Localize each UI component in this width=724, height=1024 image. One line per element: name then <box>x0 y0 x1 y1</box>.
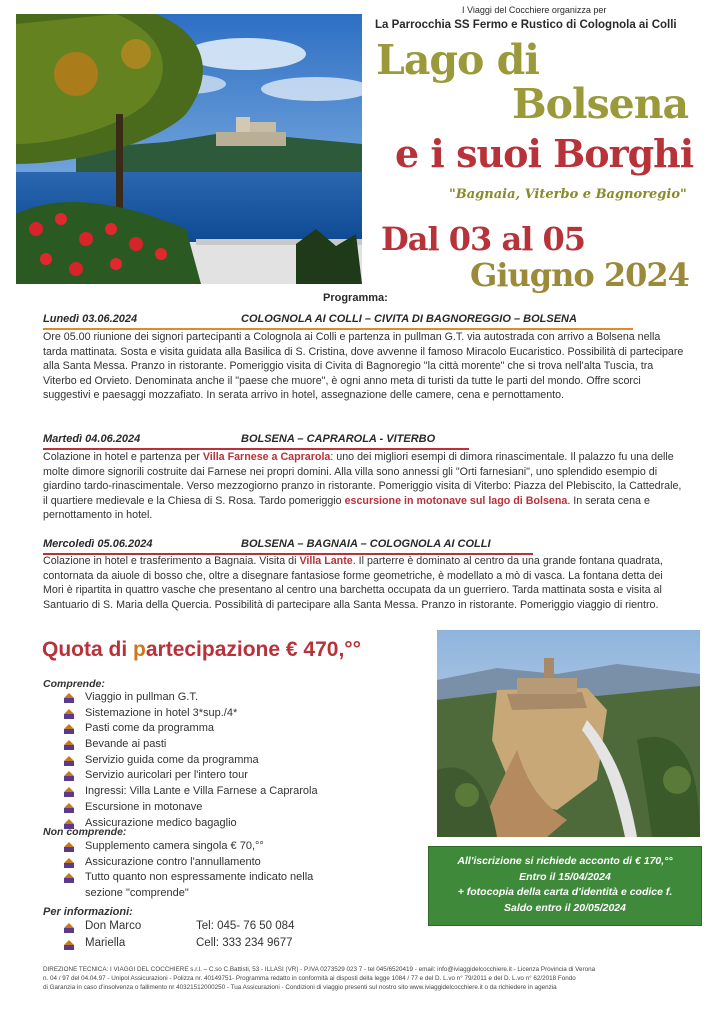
date-range-line-2: Giugno 2024 <box>470 256 689 294</box>
bullet-icon <box>64 693 74 703</box>
day-1-header <box>43 313 623 331</box>
day-3-text <box>43 554 686 612</box>
day-2-text-a: Colazione in hotel e partenza per <box>43 451 203 463</box>
title-line-3: e i suoi Borghi <box>395 131 694 176</box>
list-item: Pasti come da programma <box>62 721 382 737</box>
bullet-icon <box>64 709 74 719</box>
day-3-text-a: Colazione in hotel e trasferimento a Bagnaia. Visita di <box>43 555 300 567</box>
deposit-line-3: + fotocopia della carta d'identità e codice f. <box>457 886 673 898</box>
footer-line-2: n. 04 / 97 del 04.04.97 - Unipol Assicurazioni - Polizza nr. 40149751- Programma redatto in conformità ai disposti della legge 1084 / 77 e del D. L.vo n° 79/2011 e del D. L.vo n° 62/2018 Fondo <box>43 974 576 982</box>
bullet-icon <box>64 842 74 852</box>
bullet-icon <box>64 740 74 750</box>
motonave-highlight: escursione in motonave sul lago di Bolsena <box>344 494 568 507</box>
contact-name-2: Mariella <box>85 937 126 949</box>
list-item: Bevande ai pasti <box>62 737 382 753</box>
day-2-route: BOLSENA – CAPRAROLA - VITERBO <box>241 433 436 445</box>
lake-bolsena-photo <box>16 14 362 284</box>
day-2-date: Martedì 04.06.2024 <box>43 433 141 445</box>
bullet-icon <box>64 923 74 933</box>
bullet-icon <box>64 803 74 813</box>
list-item: Assicurazione medico bagaglio <box>62 816 382 832</box>
list-item: Escursione in motonave <box>62 800 382 816</box>
list-item: Ingressi: Villa Lante e Villa Farnese a Caprarola <box>62 784 382 800</box>
list-item: Assicurazione contro l'annullamento <box>62 855 382 871</box>
deposit-line-2: Entro il 15/04/2024 <box>519 870 611 883</box>
day-1-route: COLOGNOLA AI COLLI – CIVITA DI BAGNOREGGIO – BOLSENA <box>241 313 577 325</box>
civita-bagnoregio-photo <box>437 630 700 837</box>
title-line-2: Bolsena <box>512 80 689 128</box>
day-1-text: Ore 05.00 riunione dei signori partecipanti a Colognola ai Colli e partenza in pullman G.T. via autostrada con arrivo a Bolsena nella tarda mattinata. Sosta e visita guidata alla Basilica di S. Cristina, dove avvenne il famoso Miracolo Eucaristico. Possibilità di partecipare alla Santa Messa. Pranzo in ristorante. Pomeriggio visita di Civita di Bagnoregio "la città morente" che si trova nell'alta Tuscia, tra Viterbo ed Orvieto. Denominata anche il "paese che muore", è ogni anno meta di turisti da tutte le parti del mondo. Offre scorci suggestivi e paesaggi mozzafiato. In serata arrivo in hotel, assegnazione delle camere, cena e pernottamento. <box>43 331 684 402</box>
list-item: Servizio auricolari per l'intero tour <box>62 768 382 784</box>
excludes-list <box>62 839 382 902</box>
organizer-line: I Viaggi del Cocchiere organizza per <box>462 5 607 15</box>
price-heading <box>42 638 361 662</box>
bullet-icon <box>64 787 74 797</box>
list-item: sezione "comprende" <box>85 887 189 900</box>
day-3-text-b: . Il parterre è dominato al centro da una grande fontana quadrata, contornata da aiuole di bosso che, oltre a disegnare fantasiose forme geometriche, è modellato a mò di vasca. La fontana detta dei Mori è ripartita in quattro vasche che presentano al centro una barchetta occupata da un guerriero. Tarda mattinata sosta e visita al Santuario di S. Maria della Quercia. Possibilità di partecipare alla Santa Messa. Pranzo in ristorante. Pomeriggio viaggio di rientro. <box>43 555 663 611</box>
bullet-icon <box>64 771 74 781</box>
contact-phone-2: Cell: 333 234 9677 <box>196 937 293 949</box>
day-1-date: Lunedì 03.06.2024 <box>43 313 138 325</box>
list-item: Supplemento camera singola € 70,°° <box>62 839 382 855</box>
bullet-icon <box>64 940 74 950</box>
includes-label: Comprende: <box>43 678 105 690</box>
contact-phone-1: Tel: 045- 76 50 084 <box>196 920 295 932</box>
price-p: p <box>133 638 146 661</box>
parish-line: La Parrocchia SS Fermo e Rustico di Colognola ai Colli <box>375 19 677 31</box>
programma-label: Programma: <box>323 292 388 304</box>
list-item: Viaggio in pullman G.T. <box>62 690 382 706</box>
includes-list <box>62 690 382 831</box>
deposit-line-4: Saldo entro il 20/05/2024 <box>504 901 626 914</box>
footer-line-3: di Garanzia in caso d'insolvenza o fallimento nr 40321512000250 - Tua Assicurazioni - Condizioni di viaggio presenti sul nostro sito www.iviaggidelcocchiere.it o da richiedere in agenzia <box>43 983 557 991</box>
list-item: Servizio guida come da programma <box>62 753 382 769</box>
contacts <box>62 919 362 955</box>
villa-lante-highlight: Villa Lante <box>299 555 353 567</box>
footer-line-1: DIREZIONE TECNICA: I VIAGGI DEL COCCHIERE s.r.l. – C.so C.Battisti, 53 - ILLASI (VR) - P.IVA 0273529 023 7 - tel 045/6520419 - email: info@iviaggidelcocchiere.it - Licenza Provincia di Verona <box>43 966 596 973</box>
villa-farnese-highlight: Villa Farnese a Caprarola <box>202 451 331 463</box>
day-2-text-b: : uno dei migliori esempi di dimora rinascimentale. Il palazzo fu una delle molte dimore signorili costruite dai Farnese nei propri domini. Alla villa sono annessi gli "Orti farnesiani", uno splendido esempio di giardino tardo-rinascimentale. Verso mezzogiorno pranzo in ristorante. Pomeriggio visita di Viterbo: Piazza del Plebiscito, la Cattedrale, il quartiere medievale e la Chiesa di S. Rosa. Tardo pomeriggio <box>43 451 682 507</box>
day-2-text <box>43 450 686 523</box>
excludes-label: Non comprende: <box>43 826 127 838</box>
contact-name-1: Don Marco <box>85 920 142 932</box>
bullet-icon <box>64 724 74 734</box>
day-2-text-c: . In serata cena e pernottamento in hotel. <box>43 494 650 522</box>
deposit-box <box>428 846 702 926</box>
legal-footer <box>43 966 713 993</box>
price-q: Q <box>42 638 59 661</box>
date-range-line-1: Dal 03 al 05 <box>381 220 586 258</box>
deposit-line-1: All'iscrizione si richiede acconto di € 170,°° <box>457 855 673 867</box>
day-3-route: BOLSENA – BAGNAIA – COLOGNOLA AI COLLI <box>241 538 491 550</box>
price-rest: artecipazione € 470,°° <box>145 638 362 661</box>
subtitle: "Bagnaia, Viterbo e Bagnoregio" <box>449 187 687 202</box>
day-3-date: Mercoledì 05.06.2024 <box>43 538 153 550</box>
price-uota-di: uota di <box>58 638 134 661</box>
bullet-icon <box>64 858 74 868</box>
info-label: Per informazioni: <box>43 906 133 918</box>
list-item: Tutto quanto non espressamente indicato nella <box>62 870 382 886</box>
bullet-icon <box>64 756 74 766</box>
bullet-icon <box>64 873 74 883</box>
day-2-header <box>43 433 623 451</box>
list-item: Sistemazione in hotel 3*sup./4* <box>62 706 382 722</box>
title-line-1: Lago di <box>376 36 539 84</box>
